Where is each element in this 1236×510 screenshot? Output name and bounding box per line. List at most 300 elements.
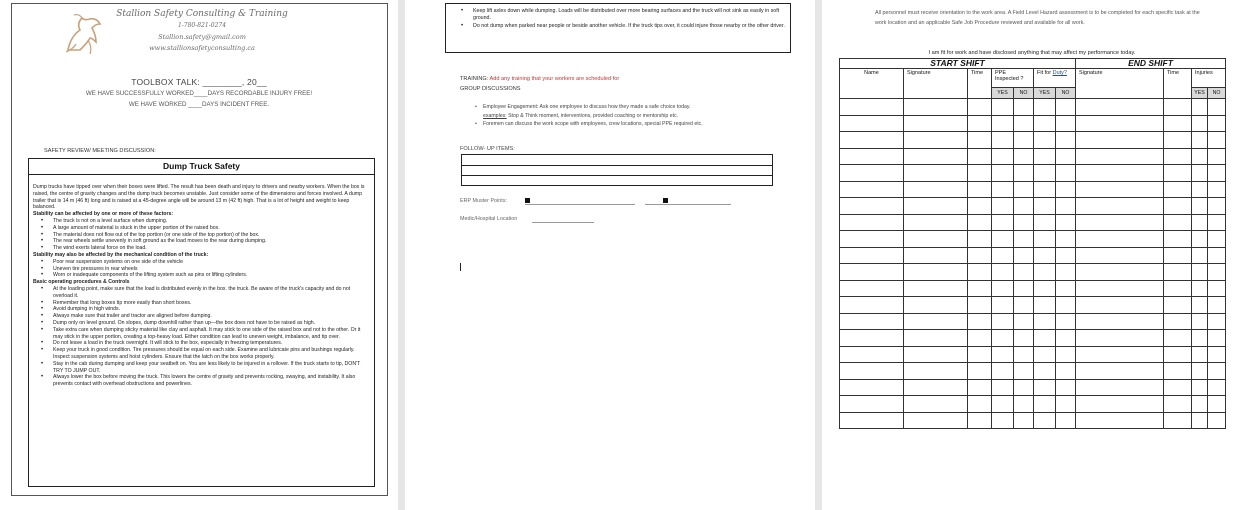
sign-in-cell[interactable] — [1034, 363, 1056, 380]
col-ppe: PPE Inspected ? — [992, 69, 1034, 88]
topic-intro: Dump trucks have tipped over when their boxes were lifted. The result has been death and injury to drivers and nearby workers. When the box is raised, the centre of gravity changes and the dump truck becomes unstable. Just consider some of the dimensions and forces involved. A dump trailer that is 14 m (46 ft) long and is raised at a 45-degree angle will be around 13 m (42 ft) high. That is a lot of height and weight to keep balanced. — [33, 184, 365, 211]
erp-muster-label: ERP Muster Points: — [460, 198, 507, 204]
fit-statement: I am fit for work and have disclosed anything that may affect my performance today. — [928, 50, 1136, 56]
sign-in-cell[interactable] — [1208, 264, 1226, 281]
sign-in-cell[interactable] — [840, 198, 904, 215]
list-item: • Uneven tire pressures in rear wheels — [41, 266, 371, 273]
sign-in-cell[interactable] — [1034, 148, 1056, 165]
sign-in-cell[interactable] — [1192, 396, 1208, 413]
sign-in-cell[interactable] — [1208, 214, 1226, 231]
sign-in-cell[interactable] — [1208, 247, 1226, 264]
sign-in-cell[interactable] — [1056, 313, 1076, 330]
orientation-note: All personnel must receive orientation to the work area. A Field Level Hazard assessment is to be completed for each specific task at the work location and an applicable Safe Job Procedure reviewed and available for all work. — [875, 10, 1200, 26]
sign-in-cell[interactable] — [1208, 231, 1226, 248]
sign-in-cell[interactable] — [1076, 379, 1164, 396]
sign-in-cell[interactable] — [1192, 280, 1208, 297]
sign-in-cell[interactable] — [1164, 148, 1192, 165]
sign-in-cell[interactable] — [1164, 247, 1192, 264]
sign-in-cell[interactable] — [1192, 99, 1208, 116]
sign-in-cell[interactable] — [904, 379, 968, 396]
medic-location-field[interactable] — [532, 222, 594, 223]
table-row — [840, 346, 1226, 363]
sign-in-cell[interactable] — [840, 330, 904, 347]
examples-text: Stop & Think moment, interventions, provided coaching or mentorship etc. — [506, 112, 679, 119]
sign-in-cell[interactable] — [904, 198, 968, 215]
sign-in-cell[interactable] — [904, 99, 968, 116]
sign-in-cell[interactable] — [840, 264, 904, 281]
sign-in-cell[interactable] — [1056, 198, 1076, 215]
sign-in-cell[interactable] — [992, 165, 1014, 182]
sign-in-cell[interactable] — [904, 280, 968, 297]
sign-in-cell[interactable] — [1164, 396, 1192, 413]
ppe-no: NO — [1014, 88, 1034, 99]
sign-in-cell[interactable] — [1014, 297, 1034, 314]
sign-in-cell[interactable] — [1208, 363, 1226, 380]
table-row — [840, 379, 1226, 396]
toolbox-page-1 — [0, 0, 398, 510]
sign-in-cell[interactable] — [1076, 363, 1164, 380]
sign-in-cell[interactable] — [1164, 346, 1192, 363]
sign-in-cell[interactable] — [1014, 313, 1034, 330]
sign-in-cell[interactable] — [968, 412, 992, 429]
sign-in-cell[interactable] — [1056, 231, 1076, 248]
list-item: • Take extra care when dumping sticky material like clay and asphalt. It may stick to one side of the raised box and not to the other. Or it may stick in the upper portion, creating a top-heavy load. Either condition can lead to uneven weight, imbalance, and tip over. — [41, 327, 371, 341]
sign-in-cell[interactable] — [1208, 181, 1226, 198]
sign-in-cell[interactable] — [1034, 330, 1056, 347]
sign-in-cell[interactable] — [1056, 115, 1076, 132]
sign-in-cell[interactable] — [1208, 198, 1226, 215]
sign-in-cell[interactable] — [840, 214, 904, 231]
sign-in-cell[interactable] — [1076, 198, 1164, 215]
sign-in-cell[interactable] — [1192, 313, 1208, 330]
incident-free-line: WE HAVE WORKED ____DAYS INCIDENT FREE. — [128, 101, 270, 108]
sign-in-cell[interactable] — [904, 264, 968, 281]
list-item — [475, 103, 785, 120]
sign-in-cell[interactable] — [992, 330, 1014, 347]
sign-in-cell[interactable] — [1014, 379, 1034, 396]
sign-in-cell[interactable] — [1164, 165, 1192, 182]
procedures-list — [33, 286, 371, 388]
sign-in-cell[interactable] — [1034, 214, 1056, 231]
sign-in-cell[interactable] — [1164, 280, 1192, 297]
sign-in-cell[interactable] — [1192, 412, 1208, 429]
sign-in-cell[interactable] — [1034, 346, 1056, 363]
sign-in-cell[interactable] — [1208, 330, 1226, 347]
sign-in-cell[interactable] — [904, 214, 968, 231]
sign-in-cell[interactable] — [840, 148, 904, 165]
sign-in-cell[interactable] — [1014, 396, 1034, 413]
text-cursor — [460, 263, 461, 271]
sign-in-cell[interactable] — [1076, 412, 1164, 429]
sign-in-cell[interactable] — [840, 379, 904, 396]
sign-in-cell[interactable] — [968, 214, 992, 231]
sign-in-cell[interactable] — [992, 363, 1014, 380]
sign-in-cell[interactable] — [904, 363, 968, 380]
sign-in-cell[interactable] — [1164, 379, 1192, 396]
sign-in-cell[interactable] — [1076, 132, 1164, 149]
sign-in-cell[interactable] — [840, 313, 904, 330]
sign-in-cell[interactable] — [1056, 297, 1076, 314]
sign-in-cell[interactable] — [992, 247, 1014, 264]
list-item: • Stay in the cab during dumping and keep your seatbelt on. You are less likely to be injured in a rollover. If the truck starts to tip, DON'T TRY TO JUMP OUT. — [41, 361, 371, 375]
sign-in-cell[interactable] — [1056, 396, 1076, 413]
table-row — [840, 247, 1226, 264]
sign-in-cell[interactable] — [1164, 264, 1192, 281]
sign-in-cell[interactable] — [1056, 247, 1076, 264]
sign-in-cell[interactable] — [1014, 247, 1034, 264]
sign-in-cell[interactable] — [1076, 214, 1164, 231]
sign-in-cell[interactable] — [1076, 231, 1164, 248]
sign-in-cell[interactable] — [992, 280, 1014, 297]
sign-in-cell[interactable] — [1164, 115, 1192, 132]
sign-in-cell[interactable] — [1056, 280, 1076, 297]
sign-in-cell[interactable] — [1056, 330, 1076, 347]
sign-in-cell[interactable] — [968, 165, 992, 182]
sign-in-cell[interactable] — [992, 412, 1014, 429]
sign-in-cell[interactable] — [968, 280, 992, 297]
stability-heading: Stability can be affected by one or more of these factors: — [33, 211, 174, 218]
mechanical-heading: Stability may also be affected by the mechanical condition of the truck: — [33, 251, 209, 258]
muster-point-2-field[interactable] — [645, 204, 731, 205]
col-time-end: Time — [1164, 69, 1192, 99]
sign-in-cell[interactable] — [968, 379, 992, 396]
sign-in-cell[interactable] — [1164, 214, 1192, 231]
sign-in-cell[interactable] — [992, 297, 1014, 314]
company-email: Stallion.safety@gmail.com — [158, 33, 246, 41]
sign-in-cell[interactable] — [1192, 165, 1208, 182]
sign-in-cell[interactable] — [968, 346, 992, 363]
topic-title: Dump Truck Safety — [28, 158, 375, 175]
sign-in-cell[interactable] — [1192, 264, 1208, 281]
sign-in-cell[interactable] — [1208, 132, 1226, 149]
sign-in-cell[interactable] — [840, 99, 904, 116]
sign-in-cell[interactable] — [1208, 165, 1226, 182]
sign-in-cell[interactable] — [1034, 313, 1056, 330]
list-item: • Poor rear suspension systems on one side of the vehicle — [41, 259, 371, 266]
sign-in-cell[interactable] — [1014, 264, 1034, 281]
group-discussions-heading: GROUP DISCUSSIONS — [460, 86, 521, 92]
sign-in-cell[interactable] — [1056, 264, 1076, 281]
list-item: • The truck is not on a level surface when dumping. — [41, 218, 371, 225]
sign-in-cell[interactable] — [968, 231, 992, 248]
sign-in-cell[interactable] — [1192, 148, 1208, 165]
sign-in-cell[interactable] — [904, 330, 968, 347]
list-item: • Do not leave a load in the truck overnight. It will stick to the box, especially in freezing temperatures. — [41, 340, 371, 347]
table-row — [840, 181, 1226, 198]
sign-in-cell[interactable] — [1192, 346, 1208, 363]
sign-in-cell[interactable] — [968, 247, 992, 264]
table-row — [840, 115, 1226, 132]
sign-in-cell[interactable] — [1192, 132, 1208, 149]
sign-in-cell[interactable] — [1076, 148, 1164, 165]
sign-in-cell[interactable] — [1014, 412, 1034, 429]
sign-in-cell[interactable] — [1192, 297, 1208, 314]
table-row — [840, 231, 1226, 248]
sign-in-cell[interactable] — [1014, 214, 1034, 231]
col-fit-duty — [1034, 69, 1076, 88]
sign-in-cell[interactable] — [1056, 148, 1076, 165]
list-item: • Always make sure that trailer and tractor are aligned before dumping. — [41, 313, 371, 320]
sign-in-cell[interactable] — [1192, 115, 1208, 132]
sign-in-cell[interactable] — [1014, 280, 1034, 297]
sign-in-cell[interactable] — [1034, 99, 1056, 116]
sign-in-cell[interactable] — [968, 198, 992, 215]
sign-in-cell[interactable] — [1034, 412, 1056, 429]
sign-in-cell[interactable] — [1192, 247, 1208, 264]
sign-in-cell[interactable] — [840, 412, 904, 429]
sign-in-cell[interactable] — [840, 396, 904, 413]
sign-in-cell[interactable] — [1208, 115, 1226, 132]
sign-in-table — [839, 58, 1226, 429]
sign-in-cell[interactable] — [904, 297, 968, 314]
sign-in-cell[interactable] — [1014, 148, 1034, 165]
sign-in-cell[interactable] — [1014, 165, 1034, 182]
sign-in-cell[interactable] — [840, 132, 904, 149]
sign-in-cell[interactable] — [1034, 198, 1056, 215]
stability-list — [33, 218, 371, 252]
sign-in-cell[interactable] — [1208, 280, 1226, 297]
sign-in-cell[interactable] — [840, 346, 904, 363]
sign-in-cell[interactable] — [1164, 132, 1192, 149]
col-signature: Signature — [904, 69, 968, 99]
sign-in-cell[interactable] — [968, 181, 992, 198]
topic-body — [33, 184, 371, 388]
sign-in-cell[interactable] — [992, 214, 1014, 231]
sign-in-cell[interactable] — [992, 264, 1014, 281]
injury-free-line: WE HAVE SUCCESSFULLY WORKED____DAYS RECORDABLE INJURY FREE! — [85, 90, 313, 97]
table-row — [462, 165, 772, 166]
sign-in-cell[interactable] — [1076, 280, 1164, 297]
company-website: www.stallionsafetyconsulting.ca — [149, 44, 255, 52]
sign-in-cell[interactable] — [1164, 99, 1192, 116]
training-label: TRAINING: — [460, 76, 490, 82]
sign-in-cell[interactable] — [1034, 379, 1056, 396]
sign-in-cell[interactable] — [1076, 396, 1164, 413]
sign-in-cell[interactable] — [1014, 346, 1034, 363]
sign-in-cell[interactable] — [1056, 132, 1076, 149]
sign-in-cell[interactable] — [1056, 412, 1076, 429]
sign-in-cell[interactable] — [1034, 231, 1056, 248]
sign-in-cell[interactable] — [1208, 396, 1226, 413]
sign-in-cell[interactable] — [904, 165, 968, 182]
sign-in-cell[interactable] — [1056, 363, 1076, 380]
sign-in-cell[interactable] — [968, 148, 992, 165]
toolbox-page-2 — [405, 0, 815, 510]
sign-in-cell[interactable] — [1076, 330, 1164, 347]
table-row — [840, 297, 1226, 314]
examples-label: examples: — [483, 112, 507, 119]
sign-in-cell[interactable] — [1164, 297, 1192, 314]
sign-in-cell[interactable] — [992, 115, 1014, 132]
sign-in-cell[interactable] — [1076, 99, 1164, 116]
sign-in-cell[interactable] — [1014, 132, 1034, 149]
sign-in-cell[interactable] — [1056, 346, 1076, 363]
sign-in-cell[interactable] — [992, 181, 1014, 198]
table-row — [840, 363, 1226, 380]
sign-in-cell[interactable] — [1076, 264, 1164, 281]
list-item: • The material does not flow out of the top portion (or one side of the top portion) of the box. — [41, 232, 371, 239]
sign-in-cell[interactable] — [1014, 99, 1034, 116]
sign-in-cell[interactable] — [1208, 297, 1226, 314]
table-row — [840, 412, 1226, 429]
sign-in-cell[interactable] — [992, 198, 1014, 215]
table-row — [840, 396, 1226, 413]
sign-in-cell[interactable] — [992, 346, 1014, 363]
sign-in-cell[interactable] — [840, 115, 904, 132]
sign-in-cell[interactable] — [968, 264, 992, 281]
continued-procedures-list — [457, 8, 787, 31]
sign-in-cell[interactable] — [968, 396, 992, 413]
ppe-yes: YES — [992, 88, 1014, 99]
sign-in-cell[interactable] — [1076, 313, 1164, 330]
sign-in-cell[interactable] — [904, 181, 968, 198]
sign-in-cell[interactable] — [904, 115, 968, 132]
sign-in-cell[interactable] — [1192, 181, 1208, 198]
list-item: • Worn or inadequate components of the lifting system such as pins or lifting cylinders. — [41, 272, 371, 279]
sign-in-cell[interactable] — [904, 247, 968, 264]
list-item: • Keep lift axles down while dumping. Loads will be distributed over more bearing surfaces and the truck will not sink as easily in soft ground. — [457, 8, 787, 22]
follow-up-table[interactable] — [461, 154, 773, 186]
sign-in-cell[interactable] — [840, 363, 904, 380]
list-item: • The rear wheels settle unevenly in soft ground as the load moves to the rear during dumping. — [41, 238, 371, 245]
sign-in-cell[interactable] — [1208, 99, 1226, 116]
sign-in-cell[interactable] — [1014, 231, 1034, 248]
sign-in-cell[interactable] — [1076, 115, 1164, 132]
sign-in-cell[interactable] — [992, 313, 1014, 330]
sign-in-cell[interactable] — [968, 132, 992, 149]
sign-in-cell[interactable] — [904, 132, 968, 149]
sign-in-cell[interactable] — [1014, 115, 1034, 132]
list-item: • Avoid dumping in high winds. — [41, 306, 371, 313]
sign-in-rows — [840, 99, 1226, 429]
toolbox-page-3 — [822, 0, 1236, 510]
sign-in-cell[interactable] — [992, 379, 1014, 396]
sign-in-cell[interactable] — [840, 297, 904, 314]
col-time: Time — [968, 69, 992, 99]
sign-in-cell[interactable] — [1164, 198, 1192, 215]
sign-in-cell[interactable] — [904, 412, 968, 429]
sign-in-cell[interactable] — [1192, 379, 1208, 396]
sign-in-cell[interactable] — [1192, 231, 1208, 248]
sign-in-cell[interactable] — [840, 181, 904, 198]
sign-in-cell[interactable] — [1056, 214, 1076, 231]
table-row — [462, 175, 772, 176]
sign-in-cell[interactable] — [840, 165, 904, 182]
sign-in-cell[interactable] — [1076, 297, 1164, 314]
sign-in-cell[interactable] — [904, 231, 968, 248]
list-item: • Always lower the box before moving the truck. This lowers the centre of gravity and prevents rocking, swaying, and instability. It also prevents contact with overhead obstructions and powerlines. — [41, 374, 371, 388]
sign-in-cell[interactable] — [992, 148, 1014, 165]
list-item: • Remember that long boxes tip more easily than short boxes. — [41, 300, 371, 307]
sign-in-cell[interactable] — [1034, 264, 1056, 281]
toolbox-title: TOOLBOX TALK: ________, 20__ — [131, 77, 267, 87]
sign-in-cell[interactable] — [1014, 198, 1034, 215]
sign-in-cell[interactable] — [968, 363, 992, 380]
sign-in-cell[interactable] — [968, 115, 992, 132]
sign-in-cell[interactable] — [1192, 363, 1208, 380]
sign-in-cell[interactable] — [904, 313, 968, 330]
safety-review-heading: SAFETY REVIEW/ MEETING DISCUSSION: — [44, 148, 156, 154]
sign-in-cell[interactable] — [1014, 330, 1034, 347]
table-row — [840, 313, 1226, 330]
sign-in-cell[interactable] — [1056, 181, 1076, 198]
sign-in-cell[interactable] — [1164, 363, 1192, 380]
sign-in-cell[interactable] — [1034, 132, 1056, 149]
sign-in-cell[interactable] — [1208, 412, 1226, 429]
sign-in-cell[interactable] — [1076, 165, 1164, 182]
sign-in-cell[interactable] — [992, 132, 1014, 149]
sign-in-cell[interactable] — [1076, 346, 1164, 363]
sign-in-cell[interactable] — [968, 297, 992, 314]
muster-point-1-field[interactable] — [525, 204, 635, 205]
sign-in-cell[interactable] — [1164, 181, 1192, 198]
table-row — [840, 99, 1226, 116]
training-note: Add any training that your workers are scheduled for — [489, 76, 620, 82]
sign-in-cell[interactable] — [1076, 181, 1164, 198]
col-injuries: Injuries — [1192, 69, 1226, 88]
sign-in-cell[interactable] — [1034, 396, 1056, 413]
sign-in-cell[interactable] — [1014, 363, 1034, 380]
sign-in-cell[interactable] — [1192, 198, 1208, 215]
list-item: • Keep your truck in good condition. Tire pressures should be equal on each side. Examine and lubricate pins and bushings regularly. Inspect suspension systems and hoist cylinders. Ensure that the latch on the box works properly. — [41, 347, 371, 361]
sign-in-cell[interactable] — [968, 99, 992, 116]
sign-in-cell[interactable] — [1034, 297, 1056, 314]
sign-in-cell[interactable] — [1208, 148, 1226, 165]
sign-in-cell[interactable] — [840, 247, 904, 264]
sign-in-cell[interactable] — [1164, 412, 1192, 429]
stallion-horse-logo-icon — [60, 10, 108, 58]
sign-in-cell[interactable] — [904, 396, 968, 413]
sign-in-cell[interactable] — [1208, 313, 1226, 330]
sign-in-cell[interactable] — [992, 231, 1014, 248]
sign-in-cell[interactable] — [1208, 346, 1226, 363]
table-row — [840, 280, 1226, 297]
sign-in-cell[interactable] — [904, 346, 968, 363]
sign-in-cell[interactable] — [968, 330, 992, 347]
sign-in-cell[interactable] — [1034, 280, 1056, 297]
table-row — [840, 148, 1226, 165]
sign-in-cell[interactable] — [840, 231, 904, 248]
sign-in-cell[interactable] — [1192, 330, 1208, 347]
sign-in-cell[interactable] — [1034, 247, 1056, 264]
sign-in-cell[interactable] — [1014, 181, 1034, 198]
sign-in-cell[interactable] — [968, 313, 992, 330]
sign-in-cell[interactable] — [1056, 379, 1076, 396]
sign-in-cell[interactable] — [1034, 165, 1056, 182]
fit-yes: YES — [1034, 88, 1056, 99]
sign-in-cell[interactable] — [1056, 99, 1076, 116]
table-row — [840, 165, 1226, 182]
injuries-no: NO — [1208, 88, 1226, 99]
sign-in-cell[interactable] — [1164, 313, 1192, 330]
sign-in-cell[interactable] — [1164, 330, 1192, 347]
sign-in-cell[interactable] — [1056, 165, 1076, 182]
sign-in-cell[interactable] — [1034, 115, 1056, 132]
sign-in-cell[interactable] — [992, 396, 1014, 413]
list-item: • Dump only on level ground. On slopes, dump downhill rather than up—the box does not have to be raised as high. — [41, 320, 371, 327]
sign-in-cell[interactable] — [1192, 214, 1208, 231]
sign-in-cell[interactable] — [1164, 231, 1192, 248]
sign-in-cell[interactable] — [1076, 247, 1164, 264]
sign-in-cell[interactable] — [840, 280, 904, 297]
list-item: • At the loading point, make sure that the load is distributed evenly in the box. the truck. Be aware of the truck's capacity and do not overload it. — [41, 286, 371, 300]
fit-duty-link[interactable]: Duty? — [1052, 70, 1067, 76]
procedures-heading: Basic operating procedures & Controls — [33, 279, 130, 286]
sign-in-cell[interactable] — [1034, 181, 1056, 198]
sign-in-cell[interactable] — [904, 148, 968, 165]
sign-in-cell[interactable] — [1208, 379, 1226, 396]
sign-in-cell[interactable] — [992, 99, 1014, 116]
